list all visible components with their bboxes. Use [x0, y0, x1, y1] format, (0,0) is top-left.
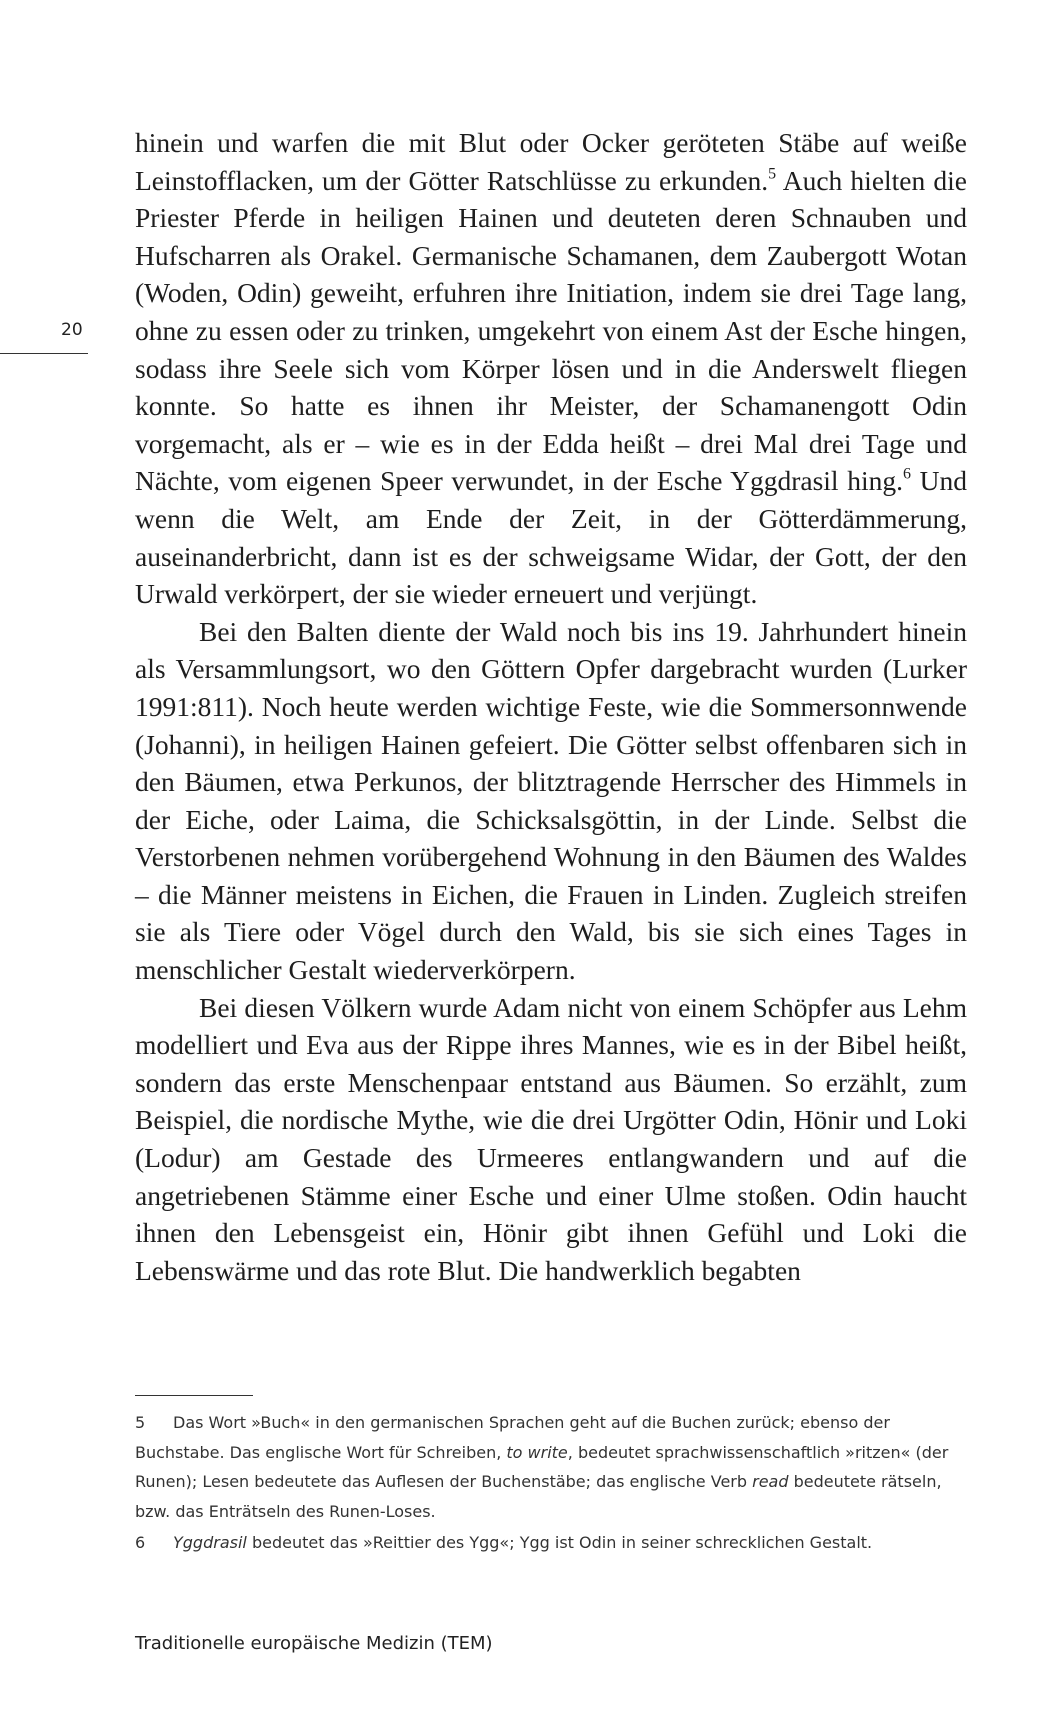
footnote-reference: 5 [768, 165, 777, 183]
footnote-emphasis: Yggdrasil [173, 1533, 247, 1552]
footnote-rule [135, 1395, 253, 1396]
footnote-number: 6 [135, 1533, 146, 1552]
footnote-emphasis: read [752, 1472, 789, 1491]
page-number-rule [0, 353, 88, 354]
footnote-text: bedeutet das »Reittier des Ygg«; Ygg ist Odin in seiner schrecklichen Gestalt. [246, 1533, 873, 1552]
running-footer: Traditionelle europäische Medizin (TEM) [135, 1633, 493, 1654]
footnote-emphasis: to write [506, 1442, 568, 1462]
footnote-number: 5 [135, 1413, 146, 1432]
footnote-reference: 6 [903, 465, 911, 483]
footnote-text: Das Wort »Buch« in den germanischen Sprachen geht auf die Buchen zurück; ebenso der Buchstabe. Das englische Wort für Schreiben, [135, 1413, 890, 1462]
paragraph-text: Auch hielten die Priester Pferde in heiligen Hainen und deuteten deren Schnauben und Hufscharren als Orakel. Germanische Schamanen, dem Zaubergott Wotan (Woden, Odin) geweiht, erfuhren ihre Initiation, indem sie drei Tage lang, ohne zu essen oder zu trinken, umgekehrt von einem Ast der Esche hingen, sodass ihre Seele sich vom Körper lösen und in die Anderswelt fliegen konnte. So hatte es ihnen ihr Meister, der Schamanengott Odin vorgemacht, als er – wie es in der Edda heißt – drei Mal drei Tage und Nächte, vom eigenen Speer verwundet, in der Esche Yggdrasil hing. [135, 164, 967, 497]
page-number: 20 [61, 320, 83, 340]
paragraph: Bei diesen Völkern wurde Adam nicht von einem Schöpfer aus Lehm modelliert und Eva aus der Rippe ihres Mannes, wie es in der Bibel heißt, sondern das erste Menschenpaar entstand aus Bäumen. So erzählt, zum Beispiel, die nordische Mythe, wie die drei Urgötter Odin, Hönir und Loki (Lodur) am Gestade des Urmeeres entlangwandern und auf die angetriebenen Stämme einer Esche und einer Ulme stoßen. Odin haucht ihnen den Lebensgeist ein, Hönir gibt ihnen Gefühl und Loki die Lebenswärme und das rote Blut. Die handwerklich begabten [135, 991, 967, 1286]
paragraph [135, 124, 967, 613]
footnote-text: , bedeutet sprachwissenschaftlich »ritzen« (der Runen); Lesen bedeutete das Auflesen der Buchenstäbe; das englische Verb [135, 1442, 949, 1491]
paragraph-text: Und wenn die Welt, am Ende der Zeit, in der Götterdämmerung, auseinanderbricht, dann ist es der schweigsame Widar, der Gott, der den Urwald verkörpert, der sie wieder erneuert und verjüngt. [135, 465, 967, 610]
paragraph: Bei den Balten diente der Wald noch bis ins 19. Jahrhundert hinein als Versammlungsort, wo den Göttern Opfer dargebracht wurden (Lurker 1991:811). Noch heute werden wichtige Feste, wie die Sommersonnwende (Johanni), in heiligen Hainen gefeiert. Die Götter selbst offenbaren sich in den Bäumen, etwa Perkunos, der blitztragende Herrscher des Himmels in der Eiche, oder Laima, die Schicksalsgöttin, in der Linde. Selbst die Verstorbenen nehmen vorübergehend Wohnung in den Bäumen des Waldes – die Männer meistens in Eichen, die Frauen in Linden. Zugleich streifen sie als Tiere oder Vögel durch den Wald, bis sie sich eines Tages in menschlicher Gestalt wiederverkörpern. [135, 615, 967, 986]
footnote-text: bedeutete rätseln, bzw. das Enträtseln des Runen-Loses. [135, 1472, 942, 1521]
footnotes [135, 1408, 967, 1558]
footnote [135, 1528, 967, 1558]
paragraph-text: hinein und warfen die mit Blut oder Ocker geröteten Stäbe auf weiße Leinstofflacken, um der Götter Ratschlüsse zu erkunden. [135, 127, 967, 196]
body-text [135, 124, 967, 1289]
footnote [135, 1408, 967, 1526]
